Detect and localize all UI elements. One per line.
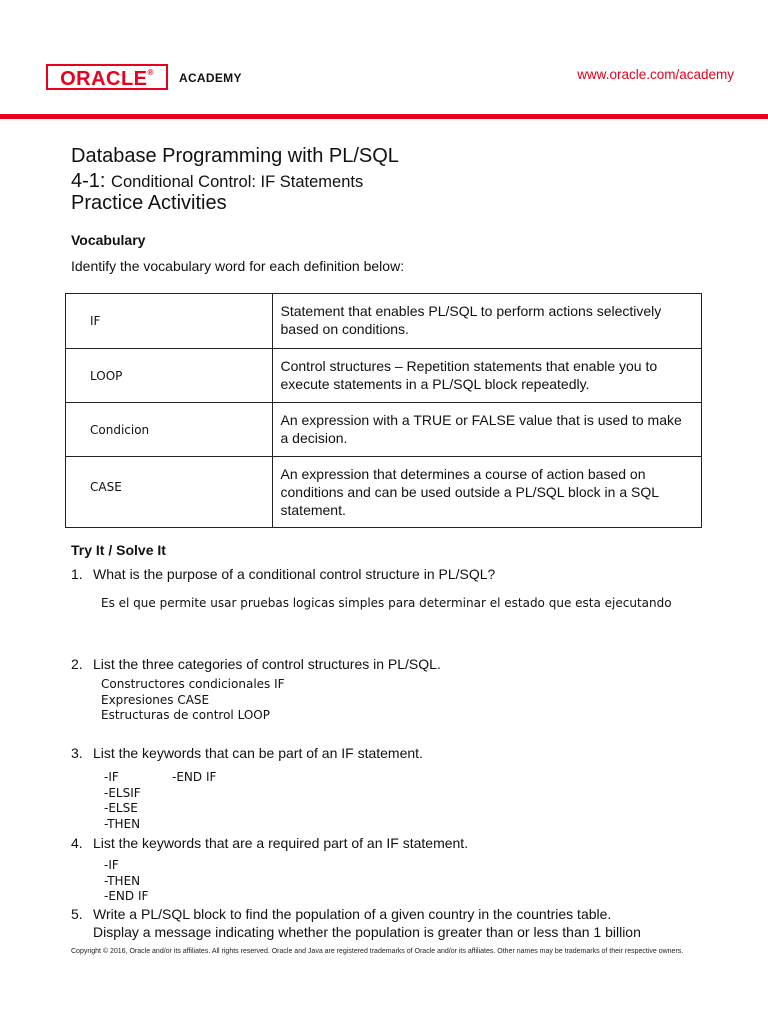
vocab-definition: An expression that determines a course of action based on conditions and can be used outside a PL/SQL block in a SQL statement. <box>272 457 702 528</box>
answer-line: -ELSE <box>104 801 138 815</box>
vocab-term[interactable]: LOOP <box>66 349 273 403</box>
table-row <box>66 349 702 403</box>
answer-line: Constructores condicionales IF <box>101 677 285 691</box>
question-text: List the keywords that can be part of an IF statement. <box>93 745 423 761</box>
header-divider <box>0 114 768 119</box>
question-text: List the three categories of control structures in PL/SQL. <box>93 656 441 672</box>
vocab-definition: Control structures – Repetition statements that enable you to execute statements in a PL/SQL block repeatedly. <box>272 349 702 403</box>
question-4 <box>71 835 468 851</box>
answer-3-side[interactable]: -END IF <box>172 770 217 784</box>
activity-title: Practice Activities <box>71 192 227 214</box>
vocabulary-intro: Identify the vocabulary word for each definition below: <box>71 258 405 274</box>
lesson-title <box>71 170 363 193</box>
question-number: 4. <box>71 835 83 851</box>
question-number: 5. <box>71 906 83 922</box>
oracle-logo <box>46 64 168 90</box>
answer-line: -IF <box>104 770 119 784</box>
question-5 <box>71 906 611 922</box>
answer-line: -THEN <box>104 816 141 831</box>
answer-line: Estructuras de control LOOP <box>101 708 270 722</box>
question-text: What is the purpose of a conditional control structure in PL/SQL? <box>93 566 496 582</box>
question-text: Write a PL/SQL block to find the population of a given country in the countries table. <box>93 906 612 922</box>
answer-line: -IF <box>104 858 119 872</box>
lesson-number: 4-1: <box>71 170 106 192</box>
question-3 <box>71 745 423 761</box>
vocabulary-table <box>65 293 702 528</box>
answer-1[interactable]: Es el que permite usar pruebas logicas simples para determinar el estado que esta ejecutando <box>101 596 672 610</box>
answer-3[interactable] <box>104 770 141 832</box>
vocab-term[interactable]: Condicion <box>66 403 273 457</box>
vocab-term[interactable]: CASE <box>66 457 273 528</box>
table-row <box>66 294 702 349</box>
question-number: 1. <box>71 566 83 582</box>
question-number: 3. <box>71 745 83 761</box>
vocab-term[interactable]: IF <box>66 294 273 349</box>
oracle-logo-registered: ® <box>147 68 154 77</box>
oracle-logo-text: ORACLE <box>60 68 148 90</box>
question-number: 2. <box>71 656 83 672</box>
question-2 <box>71 656 441 672</box>
table-row <box>66 403 702 457</box>
answer-2[interactable] <box>101 677 285 724</box>
academy-url-link[interactable]: www.oracle.com/academy <box>577 67 734 82</box>
vocab-definition: Statement that enables PL/SQL to perform actions selectively based on conditions. <box>272 294 702 349</box>
vocabulary-heading: Vocabulary <box>71 232 146 248</box>
answer-line: -ELSIF <box>104 785 141 800</box>
academy-label: ACADEMY <box>179 71 242 85</box>
question-5-line-2: Display a message indicating whether the population is greater than or less than 1 billion <box>93 924 641 940</box>
try-it-heading: Try It / Solve It <box>71 542 166 558</box>
copyright-footer: Copyright © 2016, Oracle and/or its affiliates. All rights reserved. Oracle and Java are registered trademarks of Oracle and/or its affiliates. Other names may be trademarks of their respective owners. <box>71 948 684 955</box>
answer-line: -END IF <box>104 889 149 903</box>
answer-line: -THEN <box>104 873 141 888</box>
lesson-name: Conditional Control: IF Statements <box>111 173 364 191</box>
question-text: List the keywords that are a required part of an IF statement. <box>93 835 469 851</box>
answer-line: Expresiones CASE <box>101 692 210 707</box>
question-1 <box>71 566 495 582</box>
vocab-definition: An expression with a TRUE or FALSE value that is used to make a decision. <box>272 403 702 457</box>
course-title: Database Programming with PL/SQL <box>71 145 399 167</box>
table-row <box>66 457 702 528</box>
answer-4[interactable] <box>104 858 148 905</box>
